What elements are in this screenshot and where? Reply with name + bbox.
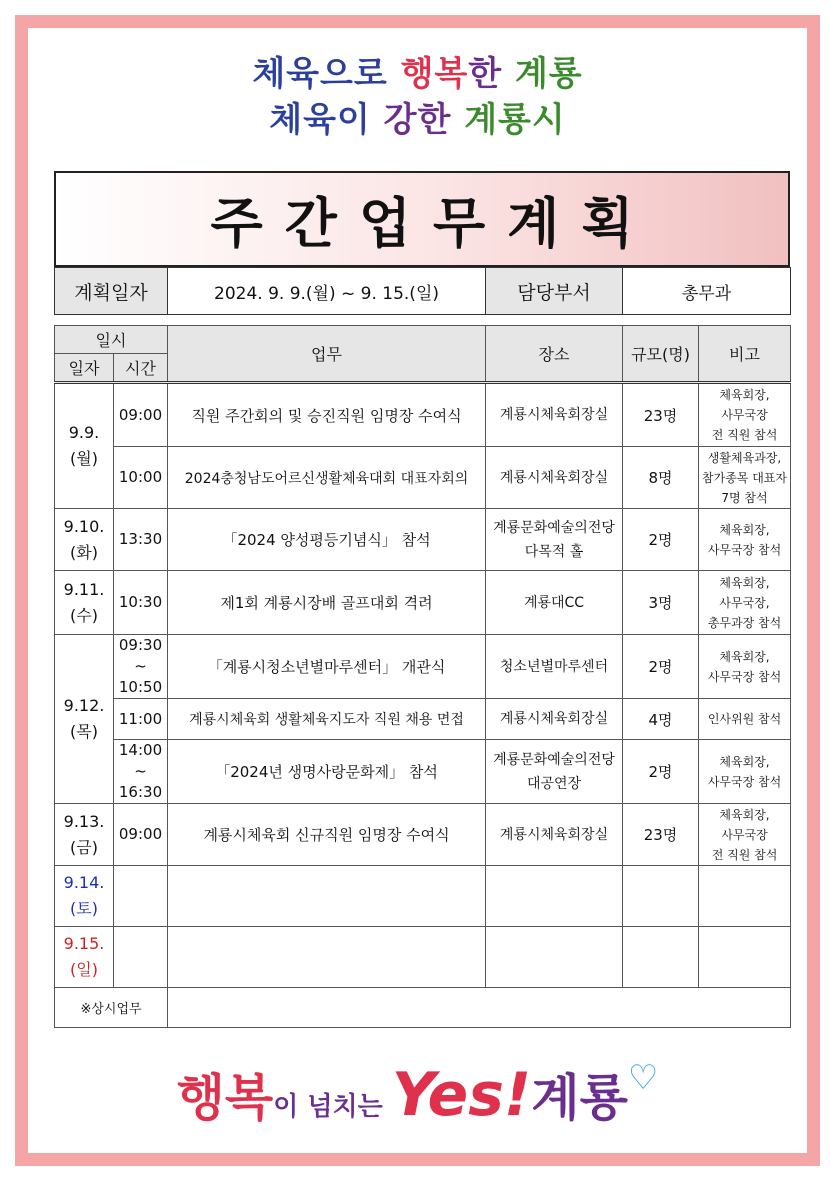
task-cell: 2024충청남도어르신생활체육대회 대표자회의 <box>168 447 486 509</box>
scale-cell: 8명 <box>623 447 699 509</box>
date-cell <box>55 927 114 988</box>
slogan-text: 계룡 <box>514 54 583 94</box>
time-line: 09:30 <box>118 636 163 654</box>
task-cell: 계룡시체육회 신규직원 임명장 수여식 <box>168 804 486 866</box>
task-cell: 「2024 양성평등기념식」 참석 <box>168 509 486 571</box>
note-line: 체육회장, <box>719 522 770 537</box>
task-cell: 직원 주간회의 및 승진직원 임명장 수여식 <box>168 383 486 447</box>
weekday-label: (월) <box>70 449 98 468</box>
note-line: 체육회장, <box>719 575 770 590</box>
date-cell <box>55 571 114 635</box>
slogan-text: 행복 <box>400 54 469 94</box>
note-line: 사무국장, <box>719 595 770 610</box>
place-cell: 계룡시체육회장실 <box>486 383 623 447</box>
scale-cell: 3명 <box>623 571 699 635</box>
note-line: 사무국장 <box>721 408 768 422</box>
table-row <box>55 740 791 804</box>
date-label: 9.12. <box>63 696 105 715</box>
place-line: 계룡문화예술의전당 <box>493 519 615 536</box>
time-line: 14:00 <box>118 741 163 759</box>
place-line: 다목적 홀 <box>524 543 584 560</box>
time-cell: 10:30 <box>114 571 168 635</box>
header-time: 시간 <box>114 354 168 383</box>
note-line: 전 직원 참석 <box>711 847 778 862</box>
date-cell <box>55 383 114 509</box>
time-cell: 10:00 <box>114 447 168 509</box>
note-line: 사무국장 참석 <box>707 669 782 684</box>
date-label: 9.15. <box>63 934 105 953</box>
scale-cell: 2명 <box>623 635 699 699</box>
note-line: 사무국장 참석 <box>707 542 782 557</box>
dept-value: 총무과 <box>623 268 791 315</box>
heart-icon: ♡ <box>627 1058 659 1098</box>
time-cell <box>114 927 168 988</box>
task-cell <box>168 927 486 988</box>
weekday-label: (일) <box>70 960 98 979</box>
date-cell <box>55 866 114 927</box>
task-cell: 「2024년 생명사랑문화제」 참석 <box>168 740 486 804</box>
date-cell <box>55 804 114 866</box>
header-date: 일자 <box>55 354 114 383</box>
place-cell <box>486 866 623 927</box>
weekday-label: (토) <box>70 899 98 918</box>
date-label: 9.14. <box>63 873 105 892</box>
table-row <box>55 447 791 509</box>
slogan-text: 한 <box>468 54 515 94</box>
task-cell: 「계룡시청소년별마루센터」 개관식 <box>168 635 486 699</box>
note-line: 체육회장, <box>719 388 770 402</box>
slogan-text: 강한 <box>383 100 465 140</box>
weekday-label: (목) <box>70 722 98 741</box>
table-row <box>55 571 791 635</box>
plan-date-value: 2024. 9. 9.(월) ~ 9. 15.(일) <box>168 268 486 315</box>
task-cell: 계룡시체육회 생활체육지도자 직원 채용 면접 <box>168 699 486 740</box>
slogan-text: 체육 <box>252 54 321 94</box>
place-cell: 청소년별마루센터 <box>486 635 623 699</box>
note-line: 사무국장 <box>721 827 768 842</box>
table-row <box>55 927 791 988</box>
table-row <box>55 699 791 740</box>
place-cell <box>486 740 623 804</box>
time-cell: 11:00 <box>114 699 168 740</box>
schedule-table <box>54 325 791 1028</box>
weekday-label: (금) <box>70 837 98 857</box>
table-row <box>55 988 791 1028</box>
note-cell <box>699 447 791 509</box>
note-cell <box>699 927 791 988</box>
slogan-text: 계룡시 <box>464 100 566 140</box>
note-line: 생활체육과장, <box>707 450 782 465</box>
footer-text: Yes! <box>391 1060 532 1130</box>
scale-cell <box>623 866 699 927</box>
slogan-line-1 <box>0 46 835 95</box>
table-row <box>55 804 791 866</box>
slogan-text: 체육 <box>269 100 337 140</box>
task-cell: 제1회 계룡시장배 골프대회 격려 <box>168 571 486 635</box>
weekday-label: (화) <box>70 542 98 562</box>
page-title: 주간업무계획 <box>210 190 656 255</box>
date-label: 9.10. <box>63 516 105 536</box>
note-line: 사무국장 참석 <box>707 774 782 789</box>
note-cell <box>699 635 791 699</box>
scale-cell <box>623 927 699 988</box>
note-cell <box>699 740 791 804</box>
note-cell <box>699 509 791 571</box>
date-cell <box>55 635 114 804</box>
note-line: 전 직원 참석 <box>711 428 778 442</box>
date-label: 9.9. <box>68 423 100 442</box>
table-row <box>55 509 791 571</box>
table-row <box>55 383 791 447</box>
time-line: ~ <box>134 657 147 675</box>
scale-cell: 23명 <box>623 804 699 866</box>
weekday-label: (수) <box>70 605 98 625</box>
time-cell <box>114 740 168 804</box>
place-cell: 계룡대CC <box>486 571 623 635</box>
time-line: ~ <box>134 762 147 780</box>
scale-cell: 23명 <box>623 383 699 447</box>
time-cell: 09:00 <box>114 804 168 866</box>
footer-text: 행복 <box>176 1069 274 1127</box>
note-line: 총무과장 참석 <box>707 615 782 630</box>
header-place: 장소 <box>486 326 623 383</box>
date-cell <box>55 509 114 571</box>
note-cell <box>699 383 791 447</box>
time-cell <box>114 635 168 699</box>
time-line: 16:30 <box>118 783 163 801</box>
place-cell <box>486 509 623 571</box>
header-scale: 규모(명) <box>623 326 699 383</box>
note-line: 참가종목 대표자 <box>702 470 787 485</box>
note-line: 체육회장, <box>719 649 770 664</box>
place-cell: 계룡시체육회장실 <box>486 804 623 866</box>
date-label: 9.11. <box>63 579 105 599</box>
task-cell <box>168 866 486 927</box>
place-cell: 계룡시체육회장실 <box>486 447 623 509</box>
time-line: 10:50 <box>118 678 163 696</box>
time-cell: 09:00 <box>114 383 168 447</box>
note-line: 체육회장, <box>719 807 770 822</box>
note-line: 체육회장, <box>719 754 770 769</box>
slogan-text: 이 <box>336 100 384 140</box>
scale-cell: 4명 <box>623 699 699 740</box>
slogan-text: 으로 <box>320 54 401 94</box>
place-line: 대공연장 <box>526 775 582 792</box>
place-cell: 계룡시체육회장실 <box>486 699 623 740</box>
plan-date-label: 계획일자 <box>55 268 168 315</box>
memo-label: ※상시업무 <box>55 988 168 1028</box>
note-cell <box>699 571 791 635</box>
header-note: 비고 <box>699 326 791 383</box>
note-line: 7명 참석 <box>721 490 768 505</box>
header-datetime: 일시 <box>55 326 168 354</box>
dept-label: 담당부서 <box>486 268 623 315</box>
footer-text: 계룡 <box>531 1069 628 1127</box>
scale-cell: 2명 <box>623 509 699 571</box>
slogan-line-2 <box>0 92 835 141</box>
note-cell: 인사위원 참석 <box>699 699 791 740</box>
title-banner <box>54 171 790 267</box>
note-cell <box>699 804 791 866</box>
time-cell <box>114 866 168 927</box>
date-label: 9.13. <box>63 811 105 831</box>
place-cell <box>486 927 623 988</box>
place-line: 계룡문화예술의전당 <box>493 751 615 768</box>
note-cell <box>699 866 791 927</box>
table-row <box>55 635 791 699</box>
plan-info-table <box>54 267 791 315</box>
footer-logo <box>0 1058 835 1130</box>
time-cell: 13:30 <box>114 509 168 571</box>
header-task: 업무 <box>168 326 486 383</box>
memo-content <box>168 988 791 1028</box>
table-row <box>55 866 791 927</box>
footer-text: 이 넘치는 <box>273 1092 392 1122</box>
scale-cell: 2명 <box>623 740 699 804</box>
